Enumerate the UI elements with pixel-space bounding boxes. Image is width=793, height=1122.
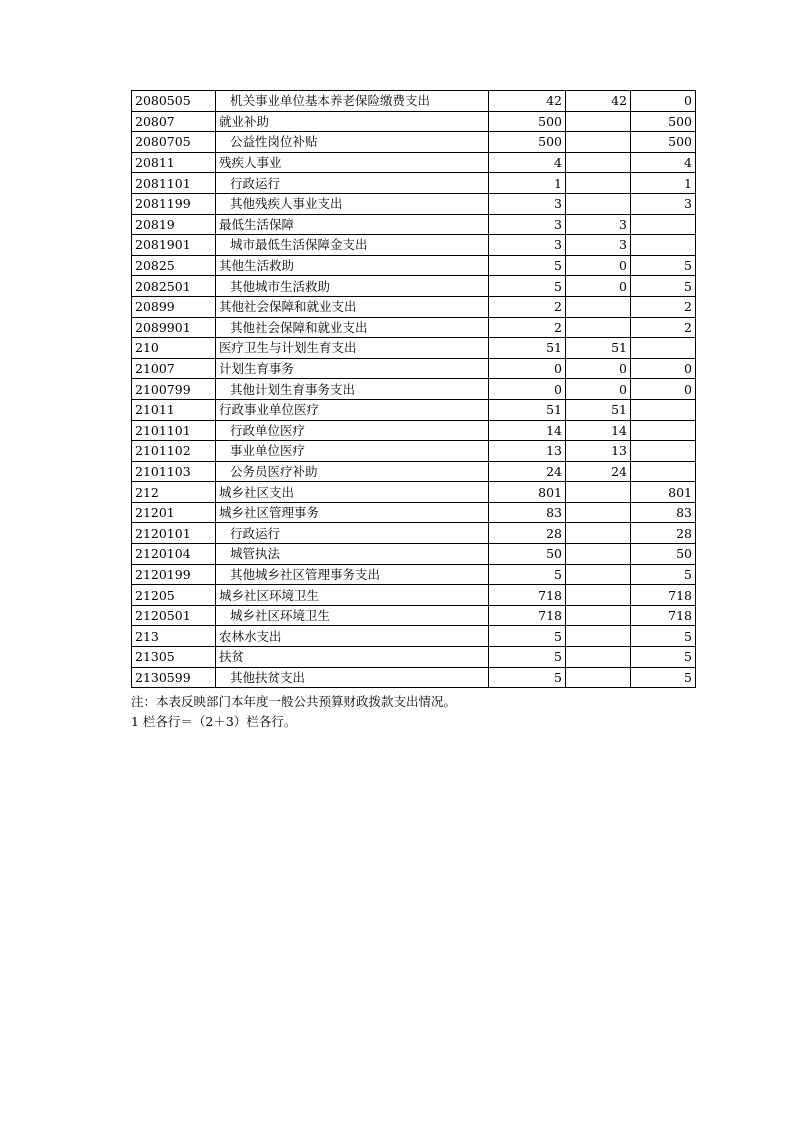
account-code-cell: 2101101 (132, 420, 216, 441)
basic-expenditure-cell (566, 502, 631, 523)
account-code-cell: 20825 (132, 255, 216, 276)
account-name-cell: 公务员医疗补助 (216, 461, 489, 482)
account-code-cell: 20819 (132, 214, 216, 235)
project-expenditure-cell (631, 420, 696, 441)
project-expenditure-cell: 5 (631, 276, 696, 297)
basic-expenditure-cell: 14 (566, 420, 631, 441)
account-code-cell: 21305 (132, 647, 216, 668)
table-row (132, 214, 696, 235)
basic-expenditure-cell (566, 296, 631, 317)
total-amount-cell: 28 (489, 523, 566, 544)
table-row (132, 91, 696, 112)
basic-expenditure-cell (566, 585, 631, 606)
total-amount-cell: 4 (489, 152, 566, 173)
account-name-cell: 城乡社区支出 (216, 482, 489, 503)
total-amount-cell: 500 (489, 111, 566, 132)
total-amount-cell: 3 (489, 214, 566, 235)
project-expenditure-cell: 50 (631, 544, 696, 565)
project-expenditure-cell (631, 338, 696, 359)
total-amount-cell: 14 (489, 420, 566, 441)
account-name-cell: 其他社会保障和就业支出 (216, 317, 489, 338)
account-code-cell: 2089901 (132, 317, 216, 338)
total-amount-cell: 83 (489, 502, 566, 523)
table-row (132, 564, 696, 585)
table-row (132, 276, 696, 297)
project-expenditure-cell: 1 (631, 173, 696, 194)
total-amount-cell: 5 (489, 667, 566, 688)
table-row (132, 461, 696, 482)
account-code-cell: 2120501 (132, 605, 216, 626)
basic-expenditure-cell: 42 (566, 91, 631, 112)
basic-expenditure-cell: 3 (566, 214, 631, 235)
basic-expenditure-cell (566, 523, 631, 544)
table-row (132, 193, 696, 214)
account-name-cell: 残疾人事业 (216, 152, 489, 173)
project-expenditure-cell (631, 399, 696, 420)
account-name-cell: 城市最低生活保障金支出 (216, 235, 489, 256)
project-expenditure-cell: 2 (631, 317, 696, 338)
total-amount-cell: 718 (489, 585, 566, 606)
basic-expenditure-cell: 3 (566, 235, 631, 256)
account-code-cell: 20807 (132, 111, 216, 132)
project-expenditure-cell: 3 (631, 193, 696, 214)
account-code-cell: 21201 (132, 502, 216, 523)
account-name-cell: 城乡社区环境卫生 (216, 605, 489, 626)
basic-expenditure-cell (566, 193, 631, 214)
table-row (132, 358, 696, 379)
table-row (132, 585, 696, 606)
project-expenditure-cell: 2 (631, 296, 696, 317)
account-name-cell: 其他社会保障和就业支出 (216, 296, 489, 317)
account-code-cell: 2120101 (132, 523, 216, 544)
table-row (132, 544, 696, 565)
account-code-cell: 2100799 (132, 379, 216, 400)
table-row (132, 296, 696, 317)
basic-expenditure-cell (566, 667, 631, 688)
table-row (132, 379, 696, 400)
account-code-cell: 2081901 (132, 235, 216, 256)
project-expenditure-cell: 5 (631, 667, 696, 688)
project-expenditure-cell: 5 (631, 255, 696, 276)
project-expenditure-cell: 28 (631, 523, 696, 544)
table-row (132, 647, 696, 668)
account-name-cell: 行政单位医疗 (216, 420, 489, 441)
table-row (132, 667, 696, 688)
note-line-1: 注：本表反映部门本年度一般公共预算财政拨款支出情况。 (131, 694, 457, 709)
account-code-cell: 2082501 (132, 276, 216, 297)
table-row (132, 111, 696, 132)
basic-expenditure-cell (566, 132, 631, 153)
account-code-cell: 2101103 (132, 461, 216, 482)
project-expenditure-cell: 718 (631, 605, 696, 626)
table-row (132, 626, 696, 647)
table-row (132, 441, 696, 462)
account-name-cell: 城乡社区环境卫生 (216, 585, 489, 606)
basic-expenditure-cell: 0 (566, 276, 631, 297)
account-name-cell: 就业补助 (216, 111, 489, 132)
account-code-cell: 213 (132, 626, 216, 647)
project-expenditure-cell: 5 (631, 647, 696, 668)
project-expenditure-cell (631, 441, 696, 462)
project-expenditure-cell: 801 (631, 482, 696, 503)
total-amount-cell: 718 (489, 605, 566, 626)
account-code-cell: 2080505 (132, 91, 216, 112)
account-name-cell: 事业单位医疗 (216, 441, 489, 462)
basic-expenditure-cell: 51 (566, 399, 631, 420)
basic-expenditure-cell (566, 173, 631, 194)
account-code-cell: 20811 (132, 152, 216, 173)
table-row (132, 152, 696, 173)
account-name-cell: 其他残疾人事业支出 (216, 193, 489, 214)
account-name-cell: 行政运行 (216, 173, 489, 194)
table-row (132, 523, 696, 544)
account-code-cell: 2081199 (132, 193, 216, 214)
total-amount-cell: 5 (489, 626, 566, 647)
project-expenditure-cell: 500 (631, 132, 696, 153)
total-amount-cell: 5 (489, 647, 566, 668)
budget-table (131, 90, 696, 688)
total-amount-cell: 13 (489, 441, 566, 462)
table-row (132, 502, 696, 523)
account-code-cell: 2120104 (132, 544, 216, 565)
project-expenditure-cell (631, 214, 696, 235)
table-row (132, 482, 696, 503)
basic-expenditure-cell (566, 605, 631, 626)
total-amount-cell: 51 (489, 338, 566, 359)
account-code-cell: 212 (132, 482, 216, 503)
table-row (132, 338, 696, 359)
basic-expenditure-cell (566, 317, 631, 338)
account-name-cell: 其他计划生育事务支出 (216, 379, 489, 400)
total-amount-cell: 50 (489, 544, 566, 565)
total-amount-cell: 51 (489, 399, 566, 420)
project-expenditure-cell: 5 (631, 626, 696, 647)
total-amount-cell: 500 (489, 132, 566, 153)
account-name-cell: 其他扶贫支出 (216, 667, 489, 688)
total-amount-cell: 5 (489, 276, 566, 297)
account-code-cell: 21007 (132, 358, 216, 379)
total-amount-cell: 0 (489, 379, 566, 400)
project-expenditure-cell (631, 461, 696, 482)
table-row (132, 255, 696, 276)
account-code-cell: 2101102 (132, 441, 216, 462)
project-expenditure-cell: 718 (631, 585, 696, 606)
basic-expenditure-cell (566, 626, 631, 647)
project-expenditure-cell: 5 (631, 564, 696, 585)
basic-expenditure-cell: 51 (566, 338, 631, 359)
basic-expenditure-cell: 0 (566, 379, 631, 400)
total-amount-cell: 24 (489, 461, 566, 482)
total-amount-cell: 5 (489, 255, 566, 276)
table-row (132, 420, 696, 441)
account-name-cell: 城乡社区管理事务 (216, 502, 489, 523)
account-code-cell: 21205 (132, 585, 216, 606)
basic-expenditure-cell: 13 (566, 441, 631, 462)
account-name-cell: 其他城乡社区管理事务支出 (216, 564, 489, 585)
table-row (132, 399, 696, 420)
account-name-cell: 其他城市生活救助 (216, 276, 489, 297)
project-expenditure-cell: 4 (631, 152, 696, 173)
note-line-2: 1 栏各行＝（2＋3）栏各行。 (131, 714, 297, 729)
total-amount-cell: 1 (489, 173, 566, 194)
total-amount-cell: 801 (489, 482, 566, 503)
total-amount-cell: 2 (489, 296, 566, 317)
account-name-cell: 扶贫 (216, 647, 489, 668)
table-row (132, 235, 696, 256)
account-name-cell: 公益性岗位补贴 (216, 132, 489, 153)
total-amount-cell: 2 (489, 317, 566, 338)
account-code-cell: 20899 (132, 296, 216, 317)
basic-expenditure-cell (566, 544, 631, 565)
project-expenditure-cell: 500 (631, 111, 696, 132)
account-code-cell: 2081101 (132, 173, 216, 194)
basic-expenditure-cell (566, 564, 631, 585)
total-amount-cell: 42 (489, 91, 566, 112)
account-code-cell: 21011 (132, 399, 216, 420)
table-notes (131, 692, 456, 732)
account-name-cell: 行政事业单位医疗 (216, 399, 489, 420)
basic-expenditure-cell (566, 152, 631, 173)
account-code-cell: 210 (132, 338, 216, 359)
basic-expenditure-cell (566, 482, 631, 503)
total-amount-cell: 3 (489, 193, 566, 214)
project-expenditure-cell: 0 (631, 379, 696, 400)
total-amount-cell: 0 (489, 358, 566, 379)
account-name-cell: 机关事业单位基本养老保险缴费支出 (216, 91, 489, 112)
basic-expenditure-cell (566, 111, 631, 132)
account-name-cell: 医疗卫生与计划生育支出 (216, 338, 489, 359)
account-name-cell: 农林水支出 (216, 626, 489, 647)
table-row (132, 173, 696, 194)
table-row (132, 317, 696, 338)
account-name-cell: 最低生活保障 (216, 214, 489, 235)
basic-expenditure-cell: 0 (566, 358, 631, 379)
account-code-cell: 2120199 (132, 564, 216, 585)
project-expenditure-cell: 0 (631, 358, 696, 379)
project-expenditure-cell: 83 (631, 502, 696, 523)
account-code-cell: 2080705 (132, 132, 216, 153)
account-name-cell: 计划生育事务 (216, 358, 489, 379)
account-name-cell: 城管执法 (216, 544, 489, 565)
table-body (132, 91, 696, 688)
account-name-cell: 行政运行 (216, 523, 489, 544)
basic-expenditure-cell (566, 647, 631, 668)
total-amount-cell: 3 (489, 235, 566, 256)
account-code-cell: 2130599 (132, 667, 216, 688)
table-row (132, 132, 696, 153)
project-expenditure-cell (631, 235, 696, 256)
table-row (132, 605, 696, 626)
total-amount-cell: 5 (489, 564, 566, 585)
basic-expenditure-cell: 0 (566, 255, 631, 276)
project-expenditure-cell: 0 (631, 91, 696, 112)
account-name-cell: 其他生活救助 (216, 255, 489, 276)
basic-expenditure-cell: 24 (566, 461, 631, 482)
